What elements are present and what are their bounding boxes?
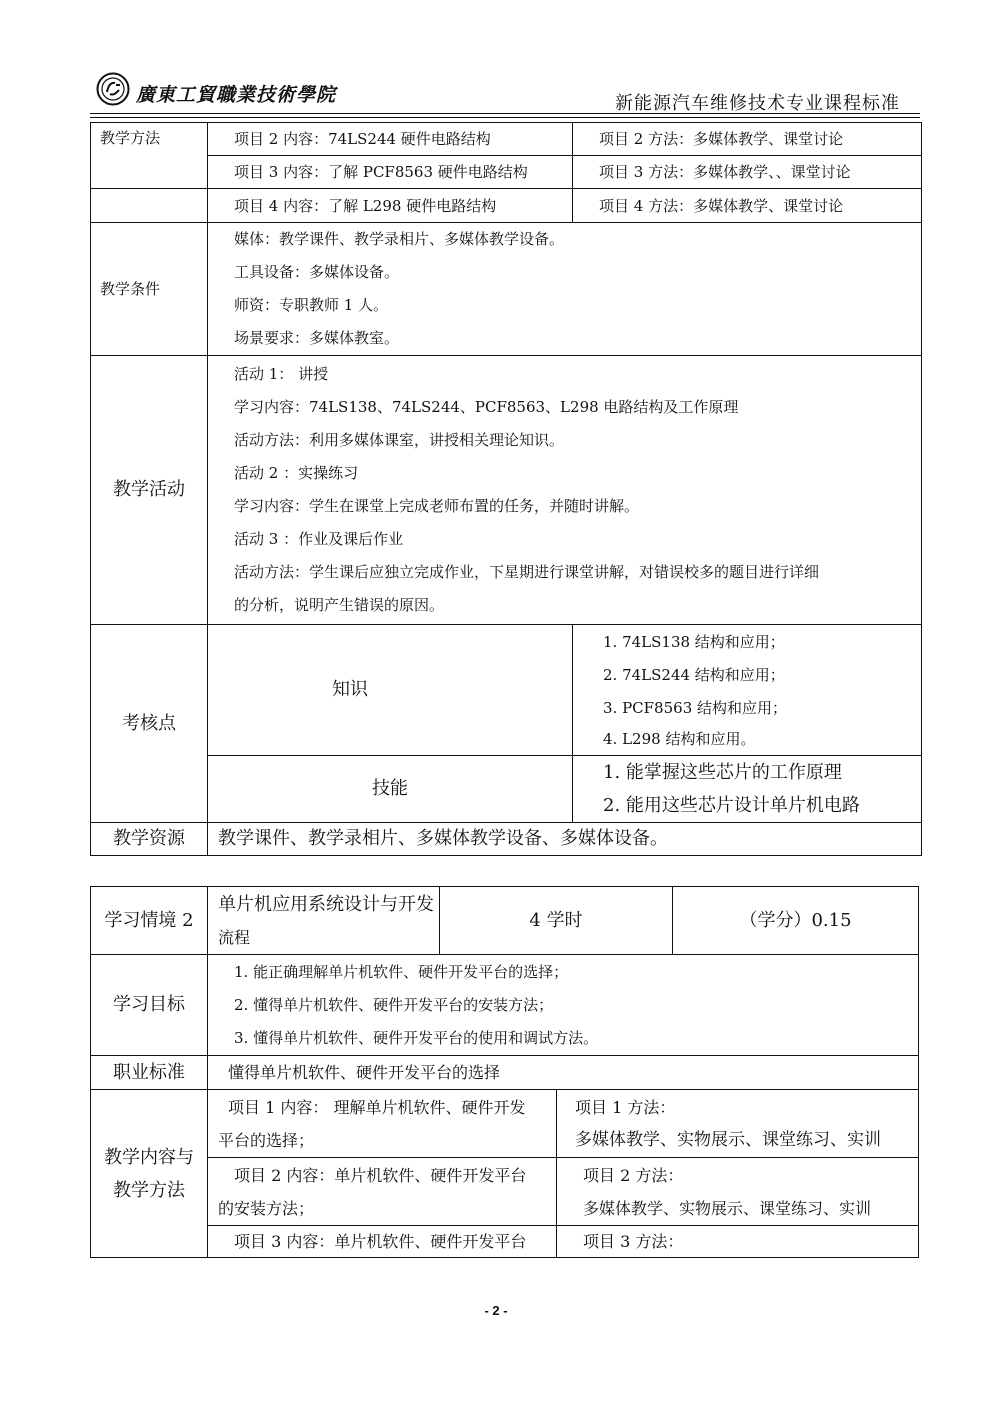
item-content-line: 平台的选择； bbox=[218, 1130, 315, 1150]
activities-list bbox=[208, 356, 922, 625]
header-rule bbox=[90, 113, 920, 114]
situation-name-line: 单片机应用系统设计与开发 bbox=[218, 893, 434, 915]
activity-line: 活动 3 ：作业及课后作业 bbox=[234, 530, 404, 548]
hours-value: 4 学时 bbox=[440, 887, 673, 955]
item-method-line: 项目 3 方法： bbox=[583, 1231, 684, 1251]
knowledge-item: 2. 74LS244 结构和应用； bbox=[603, 665, 785, 684]
resources-value: 教学课件、教学录相片、多媒体教学设备、多媒体设备。 bbox=[208, 823, 922, 856]
knowledge-label: 知识 bbox=[208, 625, 573, 756]
skill-item: 1. 能掌握这些芯片的工作原理 bbox=[603, 762, 842, 783]
activity-line: 活动 2 ：实操练习 bbox=[234, 464, 359, 482]
content-method-label bbox=[91, 1090, 208, 1258]
situation-name bbox=[208, 887, 440, 955]
skill-label: 技能 bbox=[208, 756, 573, 823]
school-logo-icon bbox=[96, 72, 130, 106]
standard-value: 懂得单片机软件、硬件开发平台的选择 bbox=[208, 1056, 919, 1090]
content-method-label-line: 教学内容与 bbox=[104, 1146, 194, 1168]
condition-line: 师资：专职教师 1 人。 bbox=[234, 296, 389, 314]
conditions-list bbox=[208, 223, 922, 356]
header-rule-2 bbox=[90, 117, 920, 118]
method-row-method: 项目 2 方法：多媒体教学、课堂讨论 bbox=[573, 123, 922, 156]
method-row-content: 项目 3 内容：了解 PCF8563 硬件电路结构 bbox=[208, 156, 573, 189]
item-method-line: 多媒体教学、实物展示、课堂练习、实训 bbox=[575, 1129, 881, 1150]
item-content-line: 项目 2 内容：单片机软件、硬件开发平台 bbox=[234, 1165, 527, 1185]
course-table-2 bbox=[90, 886, 919, 1258]
item-content-line: 项目 1 内容： 理解单片机软件、硬件开发 bbox=[228, 1097, 526, 1117]
activity-line: 学习内容：学生在课堂上完成老师布置的任务，并随时讲解。 bbox=[234, 497, 640, 515]
activities-label: 教学活动 bbox=[91, 356, 208, 625]
method-row-content: 项目 2 内容：74LS244 硬件电路结构 bbox=[208, 123, 573, 156]
item-method-line: 项目 1 方法： bbox=[575, 1097, 676, 1117]
activity-line: 的分析，说明产生错误的原因。 bbox=[234, 596, 445, 614]
goals-list bbox=[208, 955, 919, 1056]
item-content bbox=[208, 1090, 557, 1158]
skill-item: 2. 能用这些芯片设计单片机电路 bbox=[603, 795, 860, 816]
methods-label-continued bbox=[91, 189, 208, 223]
condition-line: 媒体：教学课件、教学录相片、多媒体教学设备。 bbox=[234, 230, 565, 248]
conditions-label: 教学条件 bbox=[91, 223, 208, 356]
knowledge-item: 3. PCF8563 结构和应用； bbox=[603, 698, 787, 717]
course-table-1 bbox=[90, 122, 922, 856]
goal-item: 2. 懂得单片机软件、硬件开发平台的安装方法； bbox=[234, 995, 554, 1014]
goals-label: 学习目标 bbox=[91, 955, 208, 1056]
situation-name-line: 流程 bbox=[218, 927, 251, 947]
activity-line: 活动方法：学生课后应独立完成作业，下星期进行课堂讲解，对错误校多的题目进行详细 bbox=[234, 563, 820, 581]
skills-list bbox=[573, 756, 922, 823]
page-number: - 2 - bbox=[484, 1303, 508, 1318]
item-content-line: 项目 3 内容：单片机软件、硬件开发平台 bbox=[234, 1231, 527, 1251]
resources-label: 教学资源 bbox=[91, 823, 208, 856]
item-method bbox=[557, 1158, 919, 1226]
knowledge-item: 4. L298 结构和应用。 bbox=[603, 729, 756, 748]
item-content-line: 的安装方法； bbox=[218, 1198, 315, 1218]
item-method-line: 多媒体教学、实物展示、课堂练习、实训 bbox=[583, 1198, 872, 1218]
method-row-method: 项目 3 方法：多媒体教学、、课堂讨论 bbox=[573, 156, 922, 189]
item-method bbox=[557, 1226, 919, 1258]
goal-item: 1. 能正确理解单片机软件、硬件开发平台的选择； bbox=[234, 962, 569, 981]
condition-line: 场景要求：多媒体教室。 bbox=[234, 329, 400, 347]
methods-label: 教学方法 bbox=[91, 123, 208, 189]
school-name: 廣東工貿職業技術學院 bbox=[136, 84, 337, 106]
standard-label: 职业标准 bbox=[91, 1056, 208, 1090]
item-content bbox=[208, 1226, 557, 1258]
item-method bbox=[557, 1090, 919, 1158]
goal-item: 3. 懂得单片机软件、硬件开发平台的使用和调试方法。 bbox=[234, 1028, 599, 1047]
item-content bbox=[208, 1158, 557, 1226]
item-method-line: 项目 2 方法： bbox=[583, 1165, 684, 1185]
situation-label: 学习情境 2 bbox=[91, 887, 208, 955]
activity-line: 活动 1： 讲授 bbox=[234, 365, 329, 383]
activity-line: 学习内容：74LS138、74LS244、PCF8563、L298 电路结构及工作原理 bbox=[234, 398, 739, 416]
assessment-label: 考核点 bbox=[91, 625, 208, 823]
content-method-label-line: 教学方法 bbox=[113, 1179, 185, 1201]
method-row-method: 项目 4 方法：多媒体教学、课堂讨论 bbox=[573, 189, 922, 223]
knowledge-list bbox=[573, 625, 922, 756]
credits-value: （学分）0.15 bbox=[673, 887, 919, 955]
document-title: 新能源汽车维修技术专业课程标准 bbox=[615, 93, 900, 114]
knowledge-item: 1. 74LS138 结构和应用； bbox=[603, 632, 785, 651]
activity-line: 活动方法：利用多媒体课室，讲授相关理论知识。 bbox=[234, 431, 565, 449]
method-row-content: 项目 4 内容：了解 L298 硬件电路结构 bbox=[208, 189, 573, 223]
condition-line: 工具设备：多媒体设备。 bbox=[234, 263, 400, 281]
